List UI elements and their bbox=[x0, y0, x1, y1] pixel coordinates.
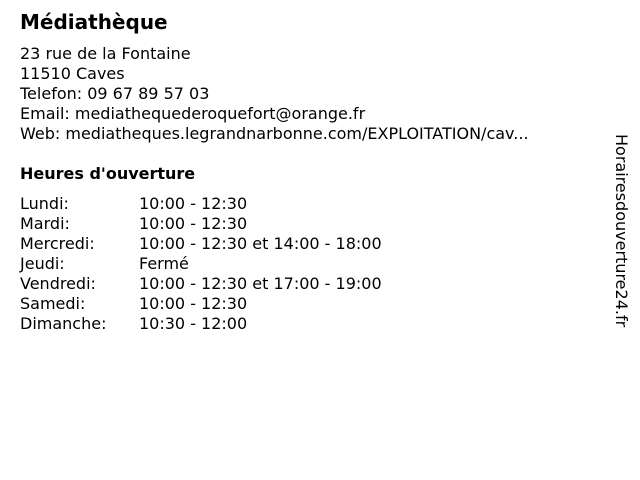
day-label: Jeudi: bbox=[20, 254, 65, 273]
site-watermark: Horairesdouverture24.fr bbox=[612, 134, 631, 328]
time-range: 10:00 - 12:30 bbox=[139, 194, 248, 213]
time-range: 10:00 - 12:30 et 14:00 - 18:00 bbox=[139, 234, 382, 253]
hours-row-samedi bbox=[20, 294, 382, 314]
hours-row-mardi bbox=[20, 214, 382, 234]
city: 11510 Caves bbox=[20, 64, 125, 83]
street-address: 23 rue de la Fontaine bbox=[20, 44, 191, 63]
email: Email: mediathequederoquefort@orange.fr bbox=[20, 104, 366, 123]
day-label: Vendredi: bbox=[20, 274, 96, 293]
hours-row-dimanche bbox=[20, 314, 382, 334]
hours-row-vendredi bbox=[20, 274, 382, 294]
hours-heading: Heures d'ouverture bbox=[20, 164, 196, 183]
phone: Telefon: 09 67 89 57 03 bbox=[20, 84, 210, 103]
day-label: Mardi: bbox=[20, 214, 70, 233]
opening-hours-table bbox=[20, 194, 382, 334]
page-title: Médiathèque bbox=[20, 10, 168, 34]
time-range: 10:00 - 12:30 et 17:00 - 19:00 bbox=[139, 274, 382, 293]
day-label: Lundi: bbox=[20, 194, 69, 213]
day-label: Dimanche: bbox=[20, 314, 107, 333]
hours-row-mercredi bbox=[20, 234, 382, 254]
hours-row-lundi bbox=[20, 194, 382, 214]
hours-row-jeudi bbox=[20, 254, 382, 274]
time-range: 10:00 - 12:30 bbox=[139, 294, 248, 313]
time-range: 10:00 - 12:30 bbox=[139, 214, 248, 233]
day-label: Samedi: bbox=[20, 294, 86, 313]
time-range: Fermé bbox=[139, 254, 189, 273]
day-label: Mercredi: bbox=[20, 234, 95, 253]
time-range: 10:30 - 12:00 bbox=[139, 314, 248, 333]
website: Web: mediatheques.legrandnarbonne.com/EXPLOITATION/cav... bbox=[20, 124, 529, 143]
address-block bbox=[20, 44, 529, 144]
